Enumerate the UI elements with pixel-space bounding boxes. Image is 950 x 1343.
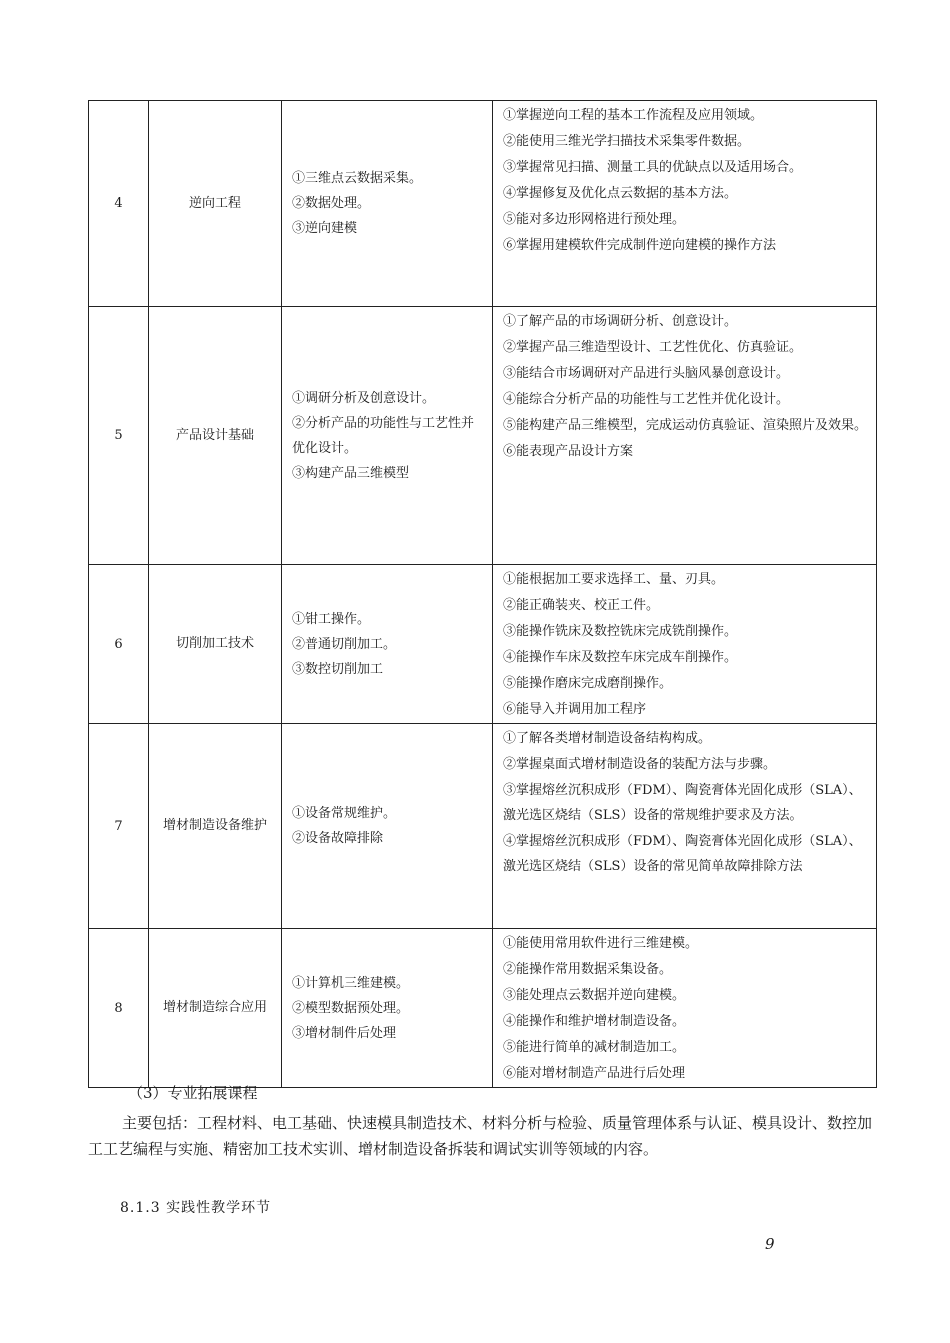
outcome-item: ⑥能导入并调用加工程序 (503, 702, 647, 717)
outcome-item: ②掌握桌面式增材制造设备的装配方法与步骤。 (503, 757, 777, 772)
course-name: 逆向工程 (149, 101, 282, 307)
outcome-item: ④能综合分析产品的功能性与工艺性并优化设计。 (503, 392, 790, 407)
table-row (89, 307, 877, 565)
course-table (88, 100, 877, 1088)
content-item: ②设备故障排除 (292, 831, 384, 846)
outcome-item: ④掌握修复及优化点云数据的基本方法。 (503, 186, 738, 201)
outcome-item: ⑥能表现产品设计方案 (503, 444, 634, 459)
content-item: ②数据处理。 (292, 196, 371, 211)
content-item: ①三维点云数据采集。 (292, 171, 423, 186)
outcome-item: ③能处理点云数据并逆向建模。 (503, 988, 686, 1003)
row-number: 5 (89, 307, 149, 565)
table-row (89, 565, 877, 724)
content-item: ②模型数据预处理。 (292, 1000, 410, 1016)
outcome-item: ⑤能构建产品三维模型，完成运动仿真验证、渲染照片及效果。 (503, 418, 868, 433)
outcome-item: ⑥掌握用建模软件完成制件逆向建模的操作方法 (503, 238, 777, 253)
course-content (282, 929, 493, 1088)
outcome-item: ③能结合市场调研对产品进行头脑风暴创意设计。 (503, 366, 790, 381)
outcome-item: ⑤能操作磨床完成磨削操作。 (503, 676, 673, 691)
outcome-item: ③掌握常见扫描、测量工具的优缺点以及适用场合。 (503, 160, 803, 175)
content-item: ②普通切削加工。 (292, 636, 397, 652)
course-outcomes (493, 307, 877, 565)
course-outcomes (493, 929, 877, 1088)
outcome-item: ④掌握熔丝沉积成形（FDM）、陶瓷膏体光固化成形（SLA）、激光选区烧结（SLS）设备的常见简单故障排除方法 (503, 834, 862, 874)
outcome-item: ④能操作和维护增材制造设备。 (503, 1014, 686, 1029)
table-row (89, 929, 877, 1088)
content-item: ③数控切削加工 (292, 661, 384, 677)
outcome-item: ①了解产品的市场调研分析、创意设计。 (503, 314, 738, 329)
outcome-item: ①了解各类增材制造设备结构构成。 (503, 731, 712, 746)
row-number: 6 (89, 565, 149, 724)
outcome-item: ③掌握熔丝沉积成形（FDM）、陶瓷膏体光固化成形（SLA）、激光选区烧结（SLS）设备的常规维护要求及方法。 (503, 783, 862, 823)
course-content (282, 565, 493, 724)
outcome-item: ②能操作常用数据采集设备。 (503, 962, 673, 977)
content-item: ③构建产品三维模型 (292, 465, 410, 481)
outcome-item: ①能根据加工要求选择工、量、刃具。 (503, 572, 725, 587)
outcome-item: ②掌握产品三维造型设计、工艺性优化、仿真验证。 (503, 340, 803, 355)
row-number: 8 (89, 929, 149, 1088)
row-number: 7 (89, 724, 149, 929)
outcome-item: ②能正确装夹、校正工件。 (503, 598, 660, 613)
content-item: ①计算机三维建模。 (292, 975, 410, 991)
course-outcomes (493, 101, 877, 307)
content-item: ①设备常规维护。 (292, 806, 397, 821)
content-item: ②分析产品的功能性与工艺性并优化设计。 (292, 415, 475, 456)
table-row (89, 724, 877, 929)
outcome-item: ①能使用常用软件进行三维建模。 (503, 936, 699, 951)
course-outcomes (493, 565, 877, 724)
subsection-heading: 8.1.3 实践性教学环节 (120, 1200, 272, 1216)
table-row (89, 101, 877, 307)
outcome-item: ②能使用三维光学扫描技术采集零件数据。 (503, 134, 751, 149)
page-number: 9 (765, 1235, 775, 1253)
outcome-item: ⑤能对多边形网格进行预处理。 (503, 212, 686, 227)
course-content (282, 724, 493, 929)
course-content (282, 307, 493, 565)
section-heading: （3）专业拓展课程 (128, 1084, 258, 1102)
content-item: ③逆向建模 (292, 221, 358, 236)
course-outcomes (493, 724, 877, 929)
content-item: ③增材制件后处理 (292, 1025, 397, 1041)
course-name: 增材制造综合应用 (149, 929, 282, 1088)
course-content (282, 101, 493, 307)
outcome-item: ④能操作车床及数控车床完成车削操作。 (503, 650, 738, 665)
course-name: 切削加工技术 (149, 565, 282, 724)
row-number: 4 (89, 101, 149, 307)
content-item: ①调研分析及创意设计。 (292, 390, 436, 406)
section-body: 主要包括：工程材料、电工基础、快速模具制造技术、材料分析与检验、质量管理体系与认证、模具设计、数控加工工艺编程与实施、精密加工技术实训、增材制造设备拆装和调试实训等领域的内容。 (88, 1114, 873, 1158)
course-name: 产品设计基础 (149, 307, 282, 565)
outcome-item: ③能操作铣床及数控铣床完成铣削操作。 (503, 624, 738, 639)
outcome-item: ⑥能对增材制造产品进行后处理 (503, 1066, 686, 1081)
course-table-body (89, 101, 877, 1088)
course-name: 增材制造设备维护 (149, 724, 282, 929)
outcome-item: ①掌握逆向工程的基本工作流程及应用领域。 (503, 108, 764, 123)
outcome-item: ⑤能进行简单的减材制造加工。 (503, 1040, 686, 1055)
content-item: ①钳工操作。 (292, 611, 371, 627)
